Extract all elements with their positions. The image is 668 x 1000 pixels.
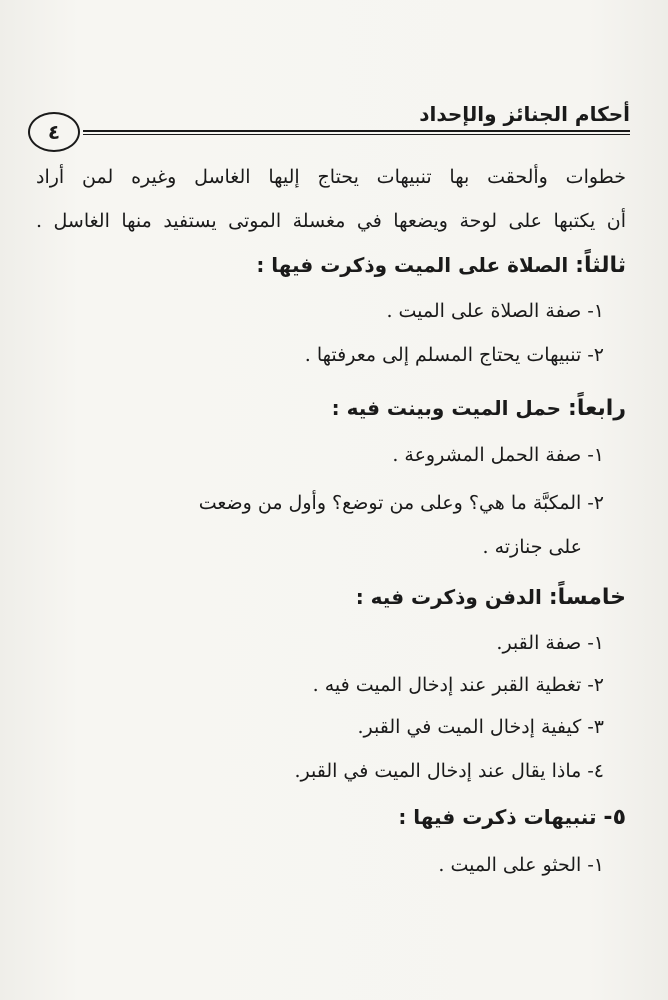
list-item: ٢- المكبَّة ما هي؟ وعلى من توضع؟ وأول من وضعت xyxy=(198,492,604,514)
section-heading-4 xyxy=(332,393,626,424)
section-title-5: الدفن وذكرت فيه : xyxy=(355,585,542,609)
running-title: أحكام الجنائز والإحداد xyxy=(419,102,630,126)
page-header xyxy=(28,98,630,152)
intro-line-2: أن يكتبها على لوحة ويضعها في مغسلة الموتى يستفيد منها الغاسل . xyxy=(36,210,626,232)
section-title-6: تنبيهات ذكرت فيها : xyxy=(398,805,597,829)
header-rule-thin xyxy=(83,134,630,135)
section-title-3: الصلاة على الميت وذكرت فيها : xyxy=(256,253,569,277)
section-lead-6: ٥- xyxy=(603,805,626,830)
list-item-continuation: على جنازته . xyxy=(482,536,582,558)
page-number: ٤ xyxy=(28,112,80,152)
list-item: ١- صفة الصلاة على الميت . xyxy=(386,300,604,322)
section-heading-5 xyxy=(356,582,626,613)
list-item: ٢- تنبيهات يحتاج المسلم إلى معرفتها . xyxy=(304,344,604,366)
section-heading-6 xyxy=(398,802,626,833)
list-item: ٢- تغطية القبر عند إدخال الميت فيه . xyxy=(312,674,604,696)
list-item: ٤- ماذا يقال عند إدخال الميت في القبر. xyxy=(294,760,604,782)
list-item: ٣- كيفية إدخال الميت في القبر. xyxy=(357,716,604,738)
list-item: ١- الحثو على الميت . xyxy=(438,854,604,876)
header-rule xyxy=(83,130,630,132)
section-lead-3: ثالثاً: xyxy=(575,253,626,278)
section-title-4: حمل الميت وبينت فيه : xyxy=(331,396,562,420)
list-item: ١- صفة القبر. xyxy=(496,632,604,654)
intro-line-1: خطوات وألحقت بها تنبيهات يحتاج إليها الغاسل وغيره لمن أراد xyxy=(36,166,626,188)
section-lead-4: رابعاً: xyxy=(568,396,626,421)
section-lead-5: خامساً: xyxy=(548,585,626,610)
section-heading-3 xyxy=(256,250,626,281)
list-item: ١- صفة الحمل المشروعة . xyxy=(392,444,604,466)
